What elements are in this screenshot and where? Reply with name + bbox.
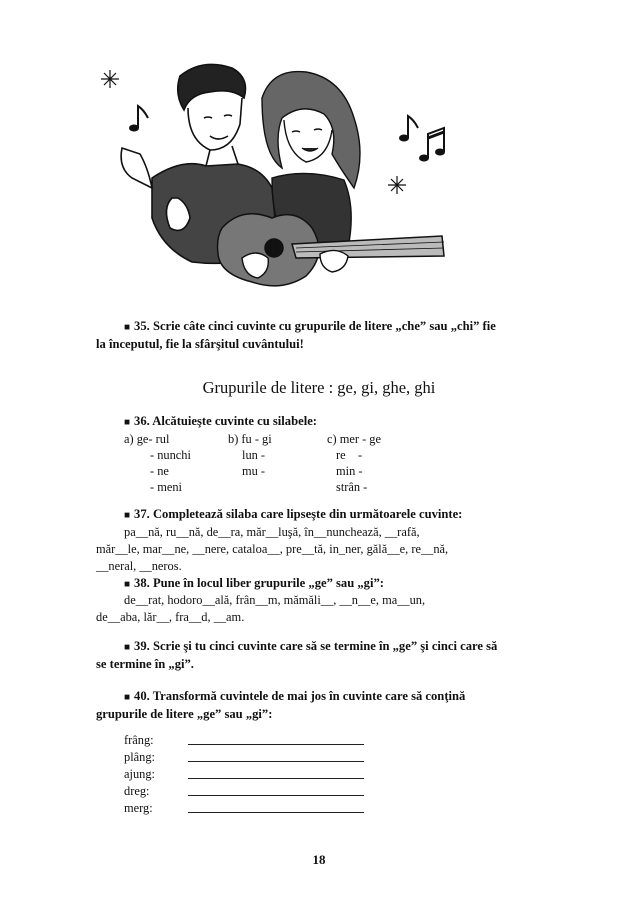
transform-word: frâng: xyxy=(124,733,154,747)
square-bullet-icon: ■ xyxy=(124,322,131,333)
exercise-40 xyxy=(96,688,540,723)
transform-word: dreg: xyxy=(124,784,150,798)
transform-word: plâng: xyxy=(124,750,155,764)
exercise-40-line-2: grupurile de litere „ge” sau „gi”: xyxy=(96,707,273,721)
exercise-35 xyxy=(96,318,540,353)
couple-with-guitar-illustration xyxy=(92,58,454,298)
square-bullet-icon: ■ xyxy=(124,692,131,703)
syllable-b-3: mu - xyxy=(242,464,266,478)
syllable-b-1: b) fu - gi xyxy=(228,432,272,446)
square-bullet-icon: ■ xyxy=(124,579,131,590)
answer-line[interactable] xyxy=(188,744,364,745)
transform-word: ajung: xyxy=(124,767,155,781)
exercise-37-line-3: __neral, __neros. xyxy=(96,559,182,573)
exercise-39 xyxy=(96,638,540,673)
syllable-c-1: c) mer - ge xyxy=(327,432,382,446)
syllable-a-2: - nunchi xyxy=(150,448,191,462)
section-title: Grupurile de litere : ge, gi, ghe, ghi xyxy=(202,378,436,397)
exercise-37-line-1: pa__nă, ru__nă, de__ra, măr__luşă, în__nunchează, __rafă, xyxy=(124,525,420,539)
square-bullet-icon: ■ xyxy=(124,510,131,521)
exercise-35-line-1: ■ 35. Scrie câte cinci cuvinte cu grupurile de litere „che” sau „chi” fie xyxy=(124,319,496,333)
answer-line[interactable] xyxy=(188,761,364,762)
exercise-38-line-2: de__aba, lăr__, fra__d, __am. xyxy=(96,610,245,624)
exercise-38-title: ■ 38. Pune în locul liber grupurile „ge” sau „gi”: xyxy=(124,576,384,590)
answer-line[interactable] xyxy=(188,795,364,796)
syllable-c-3: min - xyxy=(336,464,363,478)
exercise-35-line-2: la începutul, fie la sfârşitul cuvântului! xyxy=(96,337,304,351)
exercise-39-line-2: se termine în „gi”. xyxy=(96,657,194,671)
exercise-36-title: ■ 36. Alcătuieşte cuvinte cu silabele: xyxy=(124,414,317,428)
syllable-a-4: - meni xyxy=(150,480,182,494)
exercise-38-line-1: de__rat, hodoro__ală, frân__m, mămăli__, __n__e, ma__un, xyxy=(124,593,426,607)
answer-line[interactable] xyxy=(188,778,364,779)
answer-line[interactable] xyxy=(188,812,364,813)
syllable-a-1: a) ge- rul xyxy=(124,432,170,446)
square-bullet-icon: ■ xyxy=(124,417,131,428)
exercise-37-title: ■ 37. Completează silaba care lipseşte din următoarele cuvinte: xyxy=(124,507,463,521)
exercise-40-line-1: ■ 40. Transformă cuvintele de mai jos în cuvinte care să conţină xyxy=(124,689,466,703)
page-number: 18 xyxy=(312,852,326,867)
syllable-b-2: lun - xyxy=(242,448,266,462)
square-bullet-icon: ■ xyxy=(124,642,131,653)
syllable-c-4: strân - xyxy=(336,480,368,494)
exercise-37-line-2: măr__le, mar__ne, __nere, cataloa__, pre__tă, in_ner, gălă__e, re__nă, xyxy=(96,542,449,556)
transform-word: merg: xyxy=(124,801,153,815)
syllable-a-3: - ne xyxy=(150,464,169,478)
syllable-c-2: re - xyxy=(336,448,363,462)
exercise-39-line-1: ■ 39. Scrie şi tu cinci cuvinte care să se termine în „ge” şi cinci care să xyxy=(124,639,498,653)
